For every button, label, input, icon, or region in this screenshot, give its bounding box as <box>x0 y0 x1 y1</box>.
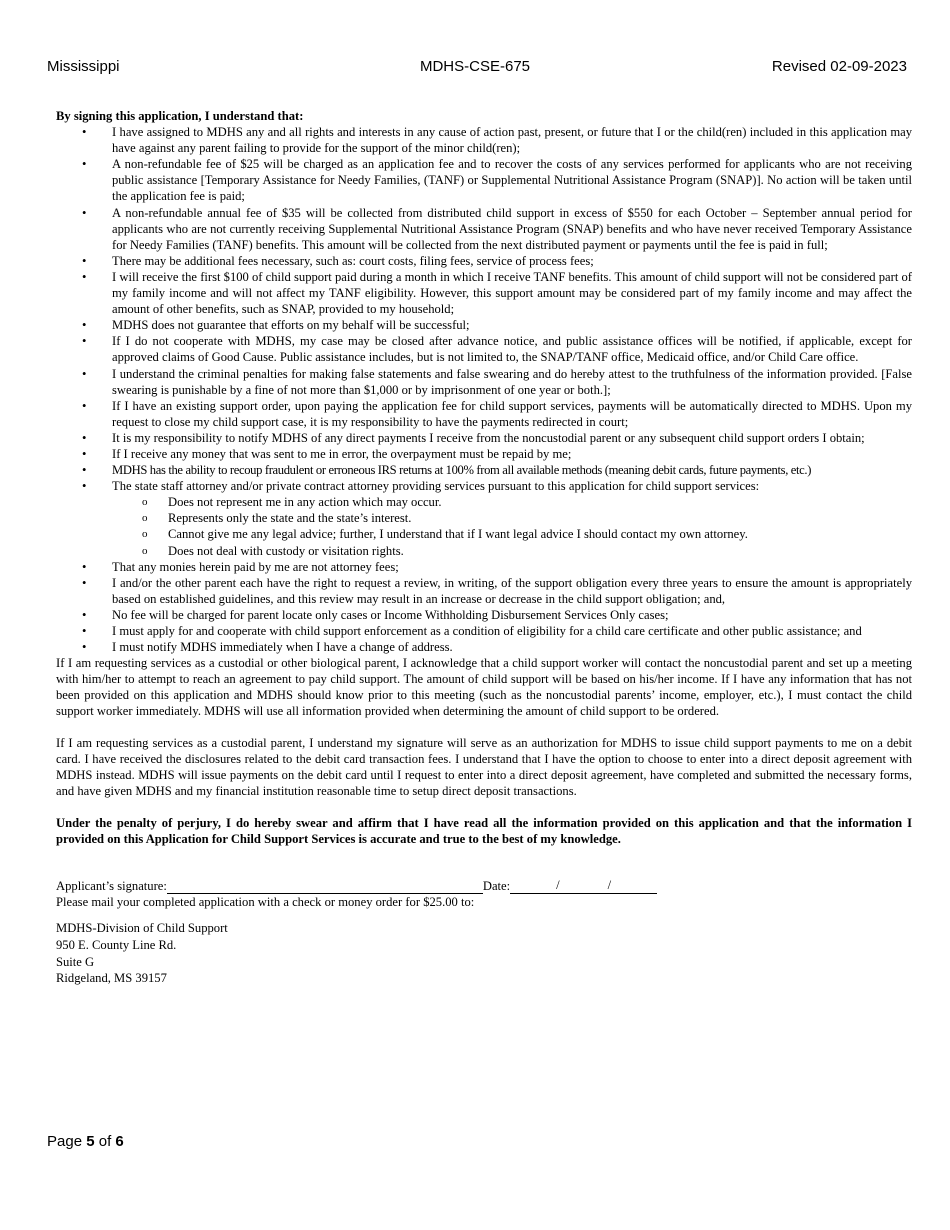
date-separator: / <box>556 878 560 893</box>
list-item: • I must apply for and cooperate with child support enforcement as a condition of eligibility for a child care certificate and other public assistance; and <box>56 623 912 639</box>
list-item: • If I receive any money that was sent to me in error, the overpayment must be repaid by me; <box>56 446 912 462</box>
sub-list-item: o Does not deal with custody or visitation rights. <box>112 543 912 559</box>
list-item: • There may be additional fees necessary, such as: court costs, filing fees, service of process fees; <box>56 253 912 269</box>
list-item: • I must notify MDHS immediately when I have a change of address. <box>56 639 912 655</box>
intro-statement: By signing this application, I understand that: <box>56 109 304 123</box>
date-label: Date: <box>482 879 511 894</box>
total-pages: 6 <box>115 1133 124 1150</box>
sub-list-item: o Does not represent me in any action which may occur. <box>112 494 912 510</box>
list-item: • It is my responsibility to notify MDHS of any direct payments I receive from the noncustodial parent or any subsequent child support orders I obtain; <box>56 430 912 446</box>
header-revised-date: Revised 02-09-2023 <box>771 58 907 75</box>
sub-list-item: o Represents only the state and the state’s interest. <box>112 510 912 526</box>
list-item: • I have assigned to MDHS any and all rights and interests in any cause of action past, present, or future that I or the child(ren) included in this application may have against any parent failing to provide for the support of the minor child(ren); <box>56 124 912 156</box>
list-item: • MDHS has the ability to recoup fraudulent or erroneous IRS returns at 100% from all available methods (meaning debit cards, future payments, etc.) <box>56 462 912 478</box>
signature-field[interactable] <box>167 880 483 894</box>
mail-instruction: Please mail your completed application with a check or money order for $25.00 to: <box>56 895 475 910</box>
mailing-address <box>56 920 912 986</box>
date-field[interactable] <box>510 877 657 894</box>
current-page-number: 5 <box>86 1133 95 1150</box>
page-number-footer <box>47 1133 124 1151</box>
document-body <box>56 108 912 987</box>
page-word: Page <box>47 1133 83 1150</box>
address-line: Ridgeland, MS 39157 <box>56 971 167 986</box>
date-year-field[interactable] <box>613 880 657 893</box>
date-month-field[interactable] <box>510 880 554 893</box>
acknowledgement-list <box>56 124 912 655</box>
header-form-id: MDHS-CSE-675 <box>419 58 531 75</box>
attorney-list-item <box>56 478 912 558</box>
list-item: • I will receive the first $100 of child support paid during a month in which I receive TANF benefits. This amount of child support will not be considered part of my family income and will not affect my TANF eligibility. However, this support amount may be considered part of my family income and may affect the amount of other benefits, such as SNAP, provided to my household; <box>56 269 912 317</box>
date-separator: / <box>607 878 612 893</box>
perjury-statement: Under the penalty of perjury, I do hereby swear and affirm that I have read all the information provided on this application and that the information I provided on this Application for Child Support Services is accurate and true to the best of my knowledge. <box>56 815 912 847</box>
list-item: • A non-refundable fee of $25 will be charged as an application fee and to recover the costs of any services performed for applicants who are not receiving public assistance [Temporary Assistance for Needy Families, (TANF) or Supplemental Nutritional Assistance Program (SNAP)]. No action will be taken until the application fee is paid; <box>56 156 912 204</box>
of-word: of <box>98 1133 112 1150</box>
date-day-field[interactable] <box>562 880 606 893</box>
address-line: Suite G <box>56 954 95 969</box>
custodial-parent-paragraph: If I am requesting services as a custodial or other biological parent, I acknowledge that a child support worker will contact the noncustodial parent and set up a meeting with him/her to attempt to reach an agreement to pay child support. The amount of child support will be based on his/her income. If I have any information that has not been provided on this application and MDHS should know prior to this meeting (such as the noncustodial parents’ income, employer, etc.), I must contact the child support worker immediately. MDHS will use all information provided when determining the amount of child support to be ordered. <box>56 656 912 719</box>
sub-list-item: o Cannot give me any legal advice; further, I understand that if I want legal advice I should contact my own attorney. <box>112 526 912 542</box>
attorney-sub-list <box>112 494 912 558</box>
address-line: 950 E. County Line Rd. <box>56 937 177 952</box>
list-item: • No fee will be charged for parent locate only cases or Income Withholding Disbursement Services Only cases; <box>56 607 912 623</box>
list-item: • I and/or the other parent each have the right to request a review, in writing, of the support obligation every three years to ensure the amount is appropriately based on established guidelines, and this review may result in an increase or decrease in the child support obligation; and, <box>56 575 912 607</box>
signature-label: Applicant’s signature: <box>56 879 167 894</box>
header-state: Mississippi <box>47 58 120 75</box>
list-item: • I understand the criminal penalties for making false statements and false swearing and do hereby attest to the truthfulness of the information provided. [False swearing is punishable by a fine of not more than $1,000 or by imprisonment of one year or both.]; <box>56 366 912 398</box>
list-item: • A non-refundable annual fee of $35 will be collected from distributed child support in excess of $550 for each October – September annual period for applicants who are not currently receiving Supplemental Nutritional Assistance Program (SNAP) benefits and who have never received Temporary Assistance for Needy Families (TANF) benefits. This amount will be collected from the next distributed payment or payments until the fee is paid in full; <box>56 205 912 253</box>
list-item: • If I do not cooperate with MDHS, my case may be closed after advance notice, and public assistance offices will be notified, if applicable, except for approved claims of Good Cause. Public assistance includes, but is not limited to, the SNAP/TANF office, Medicaid office, and/or Child Care office. <box>56 333 912 365</box>
signature-row <box>56 877 912 894</box>
attorney-item-text: The state staff attorney and/or private contract attorney providing services pursuant to this application for child support services: <box>112 479 760 494</box>
list-item: • If I have an existing support order, upon paying the application fee for child support services, payments will be automatically directed to MDHS. Upon my request to close my child support case, it is my responsibility to have the payments redirected in court; <box>56 398 912 430</box>
list-item: • MDHS does not guarantee that efforts on my behalf will be successful; <box>56 317 912 333</box>
debit-card-paragraph: If I am requesting services as a custodial parent, I understand my signature will serve as an authorization for MDHS to issue child support payments to me on a debit card. I have received the disclosures related to the debit card transaction fees. I understand that I have the option to choose to enter into a direct deposit agreement with MDHS instead. MDHS will issue payments on the debit card until I request to enter into a direct deposit agreement, have completed and submitted the necessary forms, and have given MDHS and my financial institution reasonable time to setup direct deposit transactions. <box>56 735 912 798</box>
list-item: • That any monies herein paid by me are not attorney fees; <box>56 559 912 575</box>
address-line: MDHS-Division of Child Support <box>56 921 228 936</box>
